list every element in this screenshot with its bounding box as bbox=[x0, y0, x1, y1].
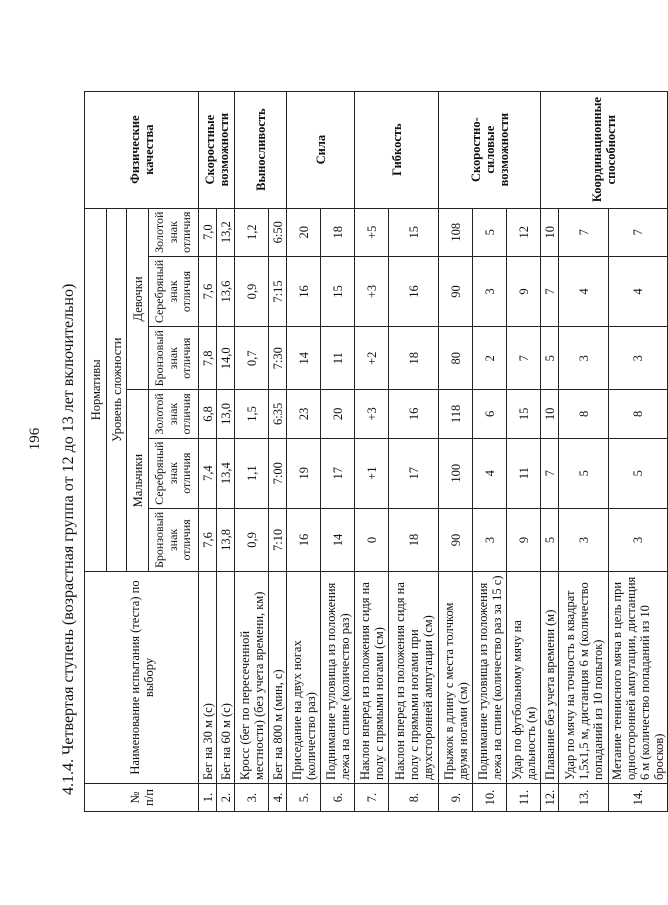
value-cell: 7:10 bbox=[269, 508, 287, 571]
value-cell: 7:30 bbox=[269, 327, 287, 390]
value-cell: 23 bbox=[287, 390, 321, 438]
test-name: Прыжок в длину с места толчком двумя ногами (см) bbox=[439, 572, 473, 784]
value-cell: 8 bbox=[559, 390, 609, 438]
table-row bbox=[287, 91, 321, 811]
value-cell: 20 bbox=[287, 208, 321, 256]
row-number: 8. bbox=[389, 784, 439, 812]
value-cell: 14,0 bbox=[217, 327, 235, 390]
value-cell: 16 bbox=[287, 256, 321, 326]
value-cell: 3 bbox=[473, 256, 507, 326]
value-cell: 4 bbox=[473, 438, 507, 508]
quality-cell: Гибкость bbox=[355, 91, 439, 208]
value-cell: 11 bbox=[321, 327, 355, 390]
test-name: Плавание без учета времени (м) bbox=[541, 572, 559, 784]
value-cell: 7 bbox=[609, 208, 668, 256]
row-number: 6. bbox=[321, 784, 355, 812]
value-cell: +2 bbox=[355, 327, 389, 390]
badge-gold-boys: Золотой знак отличия bbox=[149, 390, 199, 438]
value-cell: 90 bbox=[439, 508, 473, 571]
value-cell: 5 bbox=[473, 208, 507, 256]
value-cell: 8 bbox=[609, 390, 668, 438]
row-number: 3. bbox=[235, 784, 269, 812]
value-cell: 7 bbox=[541, 256, 559, 326]
test-name: Поднимание туловища из положения лежа на спине (количество раз за 15 с) bbox=[473, 572, 507, 784]
row-number: 2. bbox=[217, 784, 235, 812]
table-row bbox=[199, 91, 217, 811]
test-name: Метание теннисного мяча в цель при односторонней ампутации, дистанция 6 м (количество попаданий из 10 бросков) bbox=[609, 572, 668, 784]
value-cell: +3 bbox=[355, 256, 389, 326]
value-cell: 7,4 bbox=[199, 438, 217, 508]
quality-cell: Скоростно-силовые возможности bbox=[439, 91, 541, 208]
test-name: Кросс (бег по пересеченной местности) (без учета времени, км) bbox=[235, 572, 269, 784]
value-cell: 4 bbox=[559, 256, 609, 326]
value-cell: 3 bbox=[559, 508, 609, 571]
header-norms: Нормативы bbox=[85, 208, 107, 571]
row-number: 9. bbox=[439, 784, 473, 812]
value-cell: 14 bbox=[287, 327, 321, 390]
row-number: 4. bbox=[269, 784, 287, 812]
value-cell: 0 bbox=[355, 508, 389, 571]
value-cell: 20 bbox=[321, 390, 355, 438]
test-name: Наклон вперед из положения сидя на полу с прямыми ногами при двухсторонней ампутации (см) bbox=[389, 572, 439, 784]
header-quality: Физические качества bbox=[85, 91, 199, 208]
row-number: 7. bbox=[355, 784, 389, 812]
badge-bronze-girls: Бронзовый знак отличия bbox=[149, 327, 199, 390]
value-cell: 1,1 bbox=[235, 438, 269, 508]
value-cell: 1,5 bbox=[235, 390, 269, 438]
test-name: Бег на 800 м (мин, с) bbox=[269, 572, 287, 784]
value-cell: 7,0 bbox=[199, 208, 217, 256]
value-cell: +3 bbox=[355, 390, 389, 438]
test-name: Наклон вперед из положения сидя на полу с прямыми ногами (см) bbox=[355, 572, 389, 784]
value-cell: 10 bbox=[541, 208, 559, 256]
section-title: 4.1.4. Четвертая ступень (возрастная группа от 12 до 13 лет включительно) bbox=[60, 283, 77, 795]
value-cell: 6:50 bbox=[269, 208, 287, 256]
value-cell: 18 bbox=[321, 208, 355, 256]
value-cell: 80 bbox=[439, 327, 473, 390]
value-cell: 6,8 bbox=[199, 390, 217, 438]
quality-cell: Скоростные возможности bbox=[199, 91, 235, 208]
value-cell: 16 bbox=[287, 508, 321, 571]
value-cell: 3 bbox=[559, 327, 609, 390]
header-difficulty: Уровень сложности bbox=[107, 208, 127, 571]
value-cell: 9 bbox=[507, 508, 541, 571]
badge-silver-girls: Серебряный знак отличия bbox=[149, 256, 199, 326]
page-number: 196 bbox=[27, 427, 43, 451]
value-cell: 3 bbox=[473, 508, 507, 571]
header-num: № п/п bbox=[85, 784, 199, 812]
row-number: 12. bbox=[541, 784, 559, 812]
value-cell: 13,6 bbox=[217, 256, 235, 326]
value-cell: 7 bbox=[559, 208, 609, 256]
row-number: 11. bbox=[507, 784, 541, 812]
value-cell: 13,8 bbox=[217, 508, 235, 571]
value-cell: 7 bbox=[507, 327, 541, 390]
value-cell: 11 bbox=[507, 438, 541, 508]
test-name: Приседание на двух ногах (количество раз) bbox=[287, 572, 321, 784]
value-cell: 5 bbox=[541, 327, 559, 390]
header-boys: Мальчики bbox=[127, 390, 149, 572]
row-number: 14. bbox=[609, 784, 668, 812]
value-cell: 10 bbox=[541, 390, 559, 438]
table-row bbox=[235, 91, 269, 811]
row-number: 1. bbox=[199, 784, 217, 812]
value-cell: 4 bbox=[609, 256, 668, 326]
value-cell: 5 bbox=[541, 508, 559, 571]
value-cell: 7,6 bbox=[199, 508, 217, 571]
row-number: 13. bbox=[559, 784, 609, 812]
value-cell: 13,4 bbox=[217, 438, 235, 508]
row-number: 10. bbox=[473, 784, 507, 812]
table-row bbox=[541, 91, 559, 811]
value-cell: 13,0 bbox=[217, 390, 235, 438]
quality-cell: Координационные способности bbox=[541, 91, 668, 208]
badge-bronze-boys: Бронзовый знак отличия bbox=[149, 508, 199, 571]
value-cell: 7,8 bbox=[199, 327, 217, 390]
value-cell: 0,9 bbox=[235, 256, 269, 326]
norms-table bbox=[84, 91, 668, 812]
value-cell: 15 bbox=[321, 256, 355, 326]
value-cell: 14 bbox=[321, 508, 355, 571]
quality-cell: Сила bbox=[287, 91, 355, 208]
value-cell: +1 bbox=[355, 438, 389, 508]
value-cell: 15 bbox=[507, 390, 541, 438]
value-cell: 16 bbox=[389, 256, 439, 326]
table-row bbox=[355, 91, 389, 811]
value-cell: 100 bbox=[439, 438, 473, 508]
value-cell: 1,2 bbox=[235, 208, 269, 256]
value-cell: 19 bbox=[287, 438, 321, 508]
value-cell: 13,2 bbox=[217, 208, 235, 256]
value-cell: 7 bbox=[541, 438, 559, 508]
value-cell: +5 bbox=[355, 208, 389, 256]
test-name: Бег на 30 м (с) bbox=[199, 572, 217, 784]
value-cell: 16 bbox=[389, 390, 439, 438]
row-number: 5. bbox=[287, 784, 321, 812]
badge-gold-girls: Золотой знак отличия bbox=[149, 208, 199, 256]
value-cell: 3 bbox=[609, 327, 668, 390]
value-cell: 0,7 bbox=[235, 327, 269, 390]
value-cell: 6 bbox=[473, 390, 507, 438]
value-cell: 7:15 bbox=[269, 256, 287, 326]
test-name: Удар по мячу на точность в квадрат 1,5х1,5 м, дистанция 6 м (количество попаданий из 10 попыток) bbox=[559, 572, 609, 784]
value-cell: 15 bbox=[389, 208, 439, 256]
value-cell: 18 bbox=[389, 327, 439, 390]
value-cell: 12 bbox=[507, 208, 541, 256]
value-cell: 6:35 bbox=[269, 390, 287, 438]
value-cell: 17 bbox=[321, 438, 355, 508]
value-cell: 0,9 bbox=[235, 508, 269, 571]
badge-silver-boys: Серебряный знак отличия bbox=[149, 438, 199, 508]
value-cell: 7:00 bbox=[269, 438, 287, 508]
quality-cell: Выносливость bbox=[235, 91, 287, 208]
value-cell: 90 bbox=[439, 256, 473, 326]
table-row bbox=[439, 91, 473, 811]
test-name: Удар по футбольному мячу на дальность (м) bbox=[507, 572, 541, 784]
value-cell: 2 bbox=[473, 327, 507, 390]
test-name: Бег на 60 м (с) bbox=[217, 572, 235, 784]
value-cell: 3 bbox=[609, 508, 668, 571]
value-cell: 5 bbox=[609, 438, 668, 508]
test-name: Поднимание туловища из положения лежа на спине (количество раз) bbox=[321, 572, 355, 784]
value-cell: 7,6 bbox=[199, 256, 217, 326]
value-cell: 17 bbox=[389, 438, 439, 508]
value-cell: 108 bbox=[439, 208, 473, 256]
value-cell: 18 bbox=[389, 508, 439, 571]
header-name: Наименование испытания (теста) по выбору bbox=[85, 572, 199, 784]
value-cell: 9 bbox=[507, 256, 541, 326]
value-cell: 118 bbox=[439, 390, 473, 438]
value-cell: 5 bbox=[559, 438, 609, 508]
header-girls: Девочки bbox=[127, 208, 149, 390]
header-row-1 bbox=[85, 91, 107, 811]
